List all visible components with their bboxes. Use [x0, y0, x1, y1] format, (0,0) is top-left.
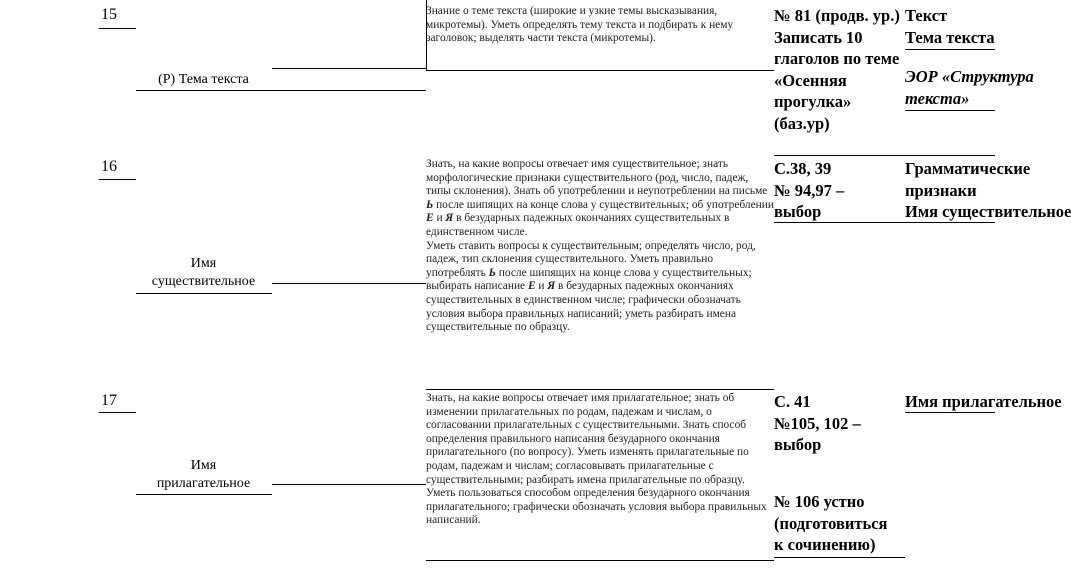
description-emphasis: Е: [527, 280, 536, 293]
topic-connector: [272, 68, 426, 69]
homework-underline: [774, 155, 995, 156]
description-text: Знать, на какие вопросы отвечает имя существительное; знать морфологические признаки существительного (род, число, падеж, типы склонения). Знать об употреблении и неупотреблении на письме: [426, 158, 768, 198]
homework-underline: [774, 222, 905, 223]
description-text: после шипящих на конце слова у существительных; выбирать написание: [426, 266, 752, 293]
homework-line: С.38, 39: [774, 159, 832, 178]
description-emphasis: Ь: [426, 198, 434, 211]
description-text: в безударных падежных окончаниях существительных в единственном числе.: [426, 212, 730, 238]
resource: [905, 391, 1062, 413]
description-text: Уметь ставить вопросы к существительным; определять число, род, падеж, тип склонения существительного. Уметь правильно употреблять: [426, 239, 756, 279]
homework-line: выбор: [774, 202, 822, 221]
row-number: 16: [101, 158, 117, 175]
resource-line: Имя прилагательное: [905, 392, 1062, 411]
resource-line: Тема текста: [905, 27, 995, 47]
topic-underline: [136, 293, 272, 294]
resource-line: Имя существительное: [905, 202, 1071, 221]
description-emphasis: Ь: [488, 266, 496, 279]
homework-line: №105, 102 –: [774, 413, 861, 433]
lesson-description: Знание о теме текста (широкие и узкие темы высказывания, микротемы). Уметь определять тему текста и подбирать к нему заголовок; выделять части текста (микротемы).: [426, 5, 734, 45]
row-number: 17: [101, 392, 117, 409]
column-divider: [426, 0, 427, 70]
description-emphasis: Е: [426, 212, 434, 225]
homework: [774, 5, 906, 134]
resource-underline: [905, 222, 995, 223]
resource: [905, 5, 995, 48]
resource-eor-underline: [905, 110, 995, 111]
homework: [774, 158, 906, 223]
description-text: после шипящих на конце слова у существительных; об употреблении: [433, 198, 774, 211]
description-underline: [426, 70, 774, 71]
description-text: в безударных падежных окончаниях существительных в единственном числе; графически обозначать условия выбора правильных написаний; уметь разбирать имена существительные по образцу.: [426, 280, 741, 334]
topic-line: Имя: [190, 458, 217, 473]
lesson-description: Знать, на какие вопросы отвечает имя прилагательное; знать об изменении прилагательных по родам, падежам и числам, о согласовании прилагательных с существительными. Знать способ определения правильного написания безударного окончания прилагательного (по вопросу). Уметь изменять прилагательные по родам, падежам и числам; согласовывать прилагательные с существительными; разбирать имена прилагательные по образцу. Уметь пользоваться способом определения безударного окончания прилагательного; графически обозначать условия выбора правильных написаний.: [426, 392, 767, 527]
lesson-description: [426, 158, 774, 335]
row-separator: [426, 389, 774, 390]
resource-underline: [905, 49, 995, 50]
homework-line: выбор: [774, 435, 822, 454]
homework-extra: [774, 491, 906, 556]
topic-line: существительное: [151, 274, 256, 289]
resource-line: Текст: [905, 6, 948, 25]
resource-underline: [905, 412, 995, 413]
resource-eor: [905, 66, 1034, 109]
topic-connector: [272, 283, 426, 284]
homework-line: № 106 устно: [774, 492, 865, 511]
lesson-topic: [136, 255, 271, 291]
lesson-topic: [136, 457, 271, 493]
description-emphasis: Я: [445, 212, 454, 225]
homework-line: № 81 (продв. ур.): [774, 6, 900, 25]
homework-underline: [774, 557, 905, 558]
number-underline: [99, 28, 136, 29]
topic-line: прилагательное: [156, 476, 251, 491]
homework-line: С. 41: [774, 392, 811, 411]
homework-line: к сочинению): [774, 535, 876, 554]
description-underline: [426, 560, 774, 561]
number-underline: [99, 179, 136, 180]
topic-connector: [272, 484, 426, 485]
homework-line: № 94,97 –: [774, 180, 845, 200]
resource: [905, 158, 1071, 223]
homework-line: Записать 10 глаголов по теме «Осенняя прогулка» (баз.ур): [774, 27, 900, 133]
lesson-topic: (Р) Тема текста: [158, 72, 249, 87]
topic-line: Имя: [190, 256, 217, 271]
resource-eor-line: ЭОР «Структура: [905, 67, 1034, 86]
description-text: и: [535, 280, 548, 293]
description-text: и: [433, 212, 446, 225]
description-emphasis: Я: [547, 280, 556, 293]
topic-underline: [136, 90, 426, 91]
resource-eor-line: текста»: [905, 88, 970, 108]
row-number: 15: [101, 6, 117, 23]
resource-line: признаки: [905, 180, 977, 200]
homework: [774, 391, 906, 456]
topic-underline: [136, 494, 272, 495]
number-underline: [99, 412, 136, 413]
homework-line: (подготовиться: [774, 513, 888, 533]
resource-line: Грамматические: [905, 159, 1031, 178]
